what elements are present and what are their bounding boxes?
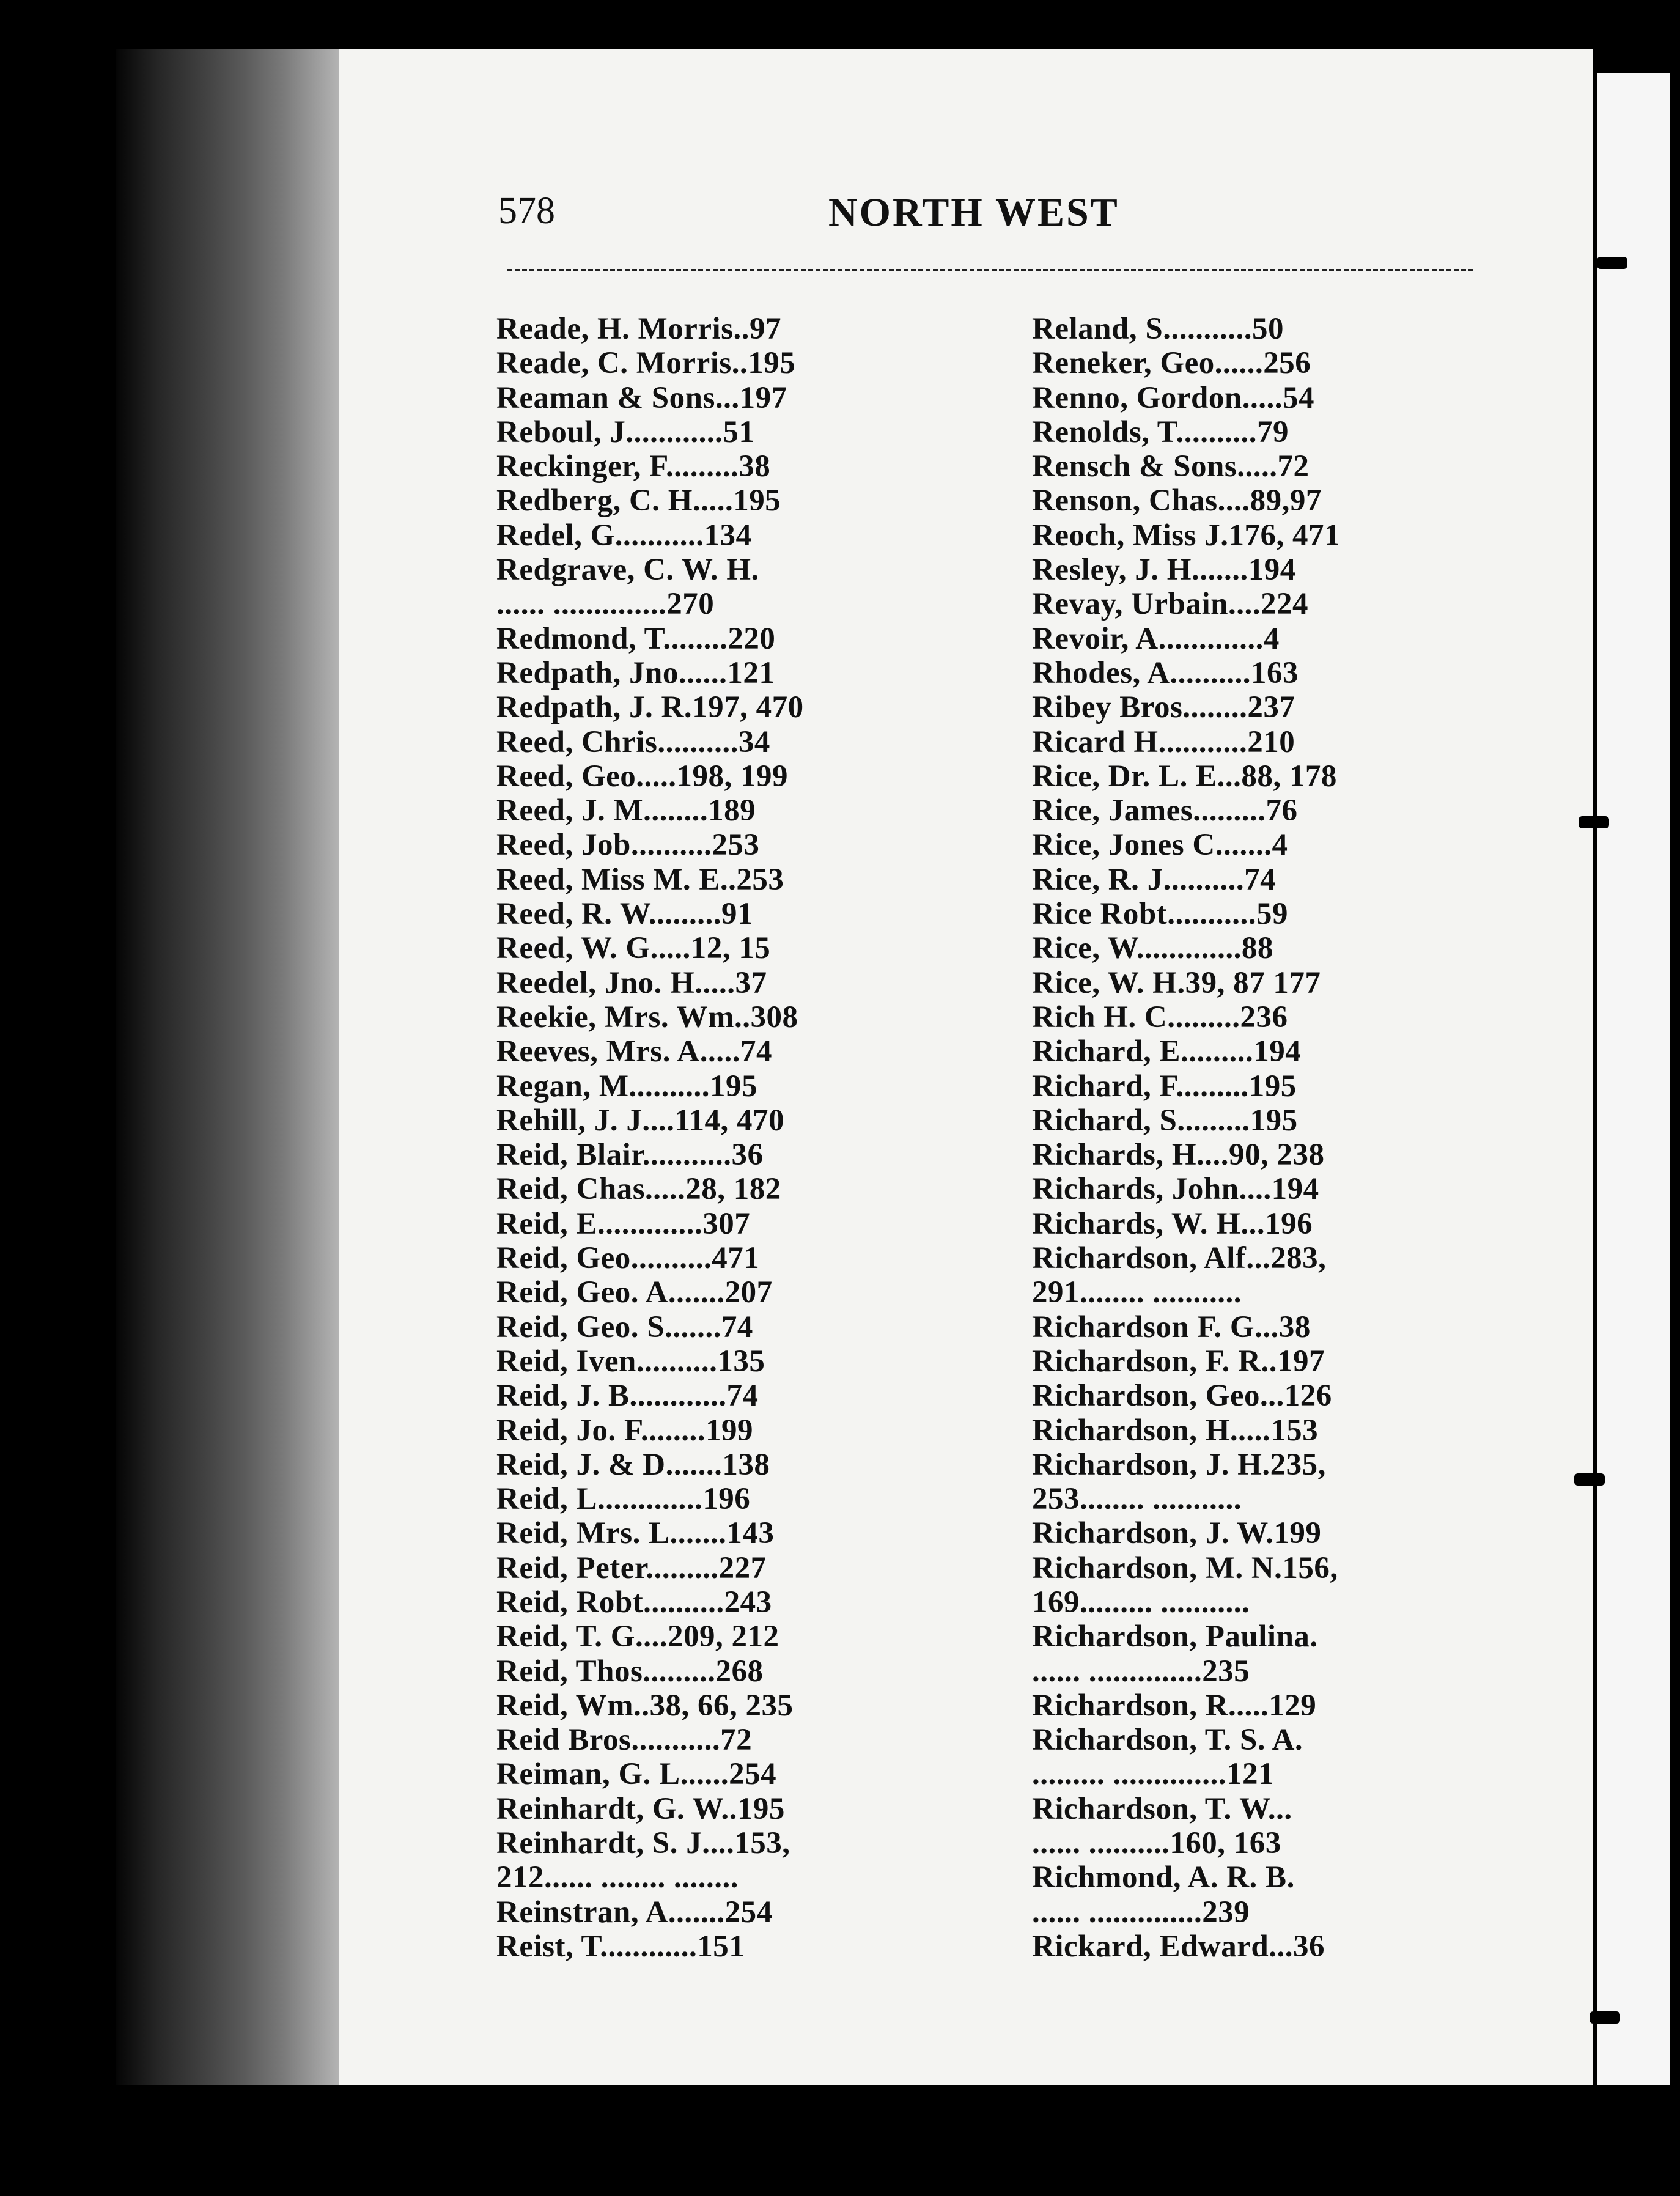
directory-entry: Rensch & Sons.....72 (1032, 449, 1310, 484)
directory-entry: Richard, S.........195 (1032, 1103, 1298, 1138)
directory-entry: Reid, Peter.........227 (496, 1550, 767, 1585)
directory-entry: Reoch, Miss J.176, 471 (1032, 518, 1340, 553)
directory-entry: Reinhardt, S. J....153, (496, 1826, 790, 1861)
directory-entry: Redmond, T........220 (496, 621, 776, 656)
directory-entry: Redel, G...........134 (496, 518, 752, 553)
directory-entry: Reid Bros...........72 (496, 1723, 753, 1758)
directory-entry: Reboul, J............51 (496, 415, 755, 449)
directory-entry: Reed, R. W.........91 (496, 897, 753, 932)
directory-entry: Richards, John....194 (1032, 1172, 1319, 1207)
directory-entry: Reid, J. B............74 (496, 1379, 759, 1413)
running-head: NORTH WEST (828, 190, 1119, 235)
directory-entry: ...... ..............235 (1032, 1654, 1250, 1689)
left-column (496, 312, 961, 1964)
directory-entry: Resley, J. H.......194 (1032, 553, 1296, 588)
directory-entry: Richard, E.........194 (1032, 1034, 1302, 1069)
directory-entry: Reid, Geo. A.......207 (496, 1275, 773, 1310)
directory-entry: Redberg, C. H.....195 (496, 484, 781, 518)
directory-entry: Richardson, T. S. A. (1032, 1723, 1303, 1758)
directory-entry: Reiman, G. L......254 (496, 1757, 777, 1792)
directory-entry: Richards, H....90, 238 (1032, 1138, 1325, 1173)
directory-entry: ...... ..............270 (496, 587, 715, 622)
directory-entry: Reid, Blair...........36 (496, 1138, 764, 1173)
directory-entry: ...... ..........160, 163 (1032, 1826, 1281, 1861)
directory-entry: Reid, Robt..........243 (496, 1585, 772, 1619)
directory-entry: Revay, Urbain....224 (1032, 587, 1309, 622)
book-spine-shadow (116, 49, 348, 2085)
directory-entry: 253........ ........... (1032, 1482, 1242, 1517)
binding-clip (1597, 257, 1627, 269)
page-header (498, 190, 1476, 238)
directory-entry: Reed, Miss M. E..253 (496, 862, 784, 897)
directory-entry: Rice, Jones C.......4 (1032, 828, 1288, 863)
directory-entry: Reaman & Sons...197 (496, 380, 787, 415)
directory-entry: Ricard H...........210 (1032, 724, 1295, 759)
header-rule (507, 269, 1473, 271)
directory-entry: Reid, L.............196 (496, 1482, 751, 1517)
directory-entry: Redgrave, C. W. H. (496, 553, 759, 588)
directory-entry: Reid, Iven..........135 (496, 1344, 765, 1379)
page-number: 578 (498, 190, 555, 232)
facing-page-edge (1597, 73, 1670, 2085)
directory-entry: Reckinger, F.........38 (496, 449, 771, 484)
directory-entry: Reade, H. Morris..97 (496, 312, 782, 346)
directory-entry: Reed, J. M........189 (496, 794, 756, 828)
directory-entry: Reeves, Mrs. A.....74 (496, 1034, 772, 1069)
directory-entry: Reid, Chas.....28, 182 (496, 1172, 781, 1207)
directory-entry: Ribey Bros........237 (1032, 690, 1295, 725)
directory-entry: Reid, Wm..38, 66, 235 (496, 1688, 794, 1723)
directory-entry: Richard, F.........195 (1032, 1069, 1297, 1104)
directory-entry: Reid, Geo. S.......74 (496, 1310, 753, 1344)
directory-entry: Richardson, Geo...126 (1032, 1379, 1332, 1413)
directory-entry: Reed, W. G.....12, 15 (496, 931, 771, 966)
directory-entry: Regan, M..........195 (496, 1069, 757, 1104)
directory-entry: Rice, R. J..........74 (1032, 862, 1277, 897)
directory-entry: Renno, Gordon.....54 (1032, 380, 1314, 415)
directory-entry: 291........ ........... (1032, 1275, 1242, 1310)
directory-entry: Reid, T. G....209, 212 (496, 1619, 779, 1654)
directory-entry: 169......... ........... (1032, 1585, 1250, 1619)
binding-clip (1590, 2011, 1620, 2024)
directory-entry: Richardson, M. N.156, (1032, 1550, 1338, 1585)
directory-entry: Rehill, J. J....114, 470 (496, 1103, 785, 1138)
directory-entry: Richardson, J. H.235, (1032, 1447, 1326, 1482)
binding-clip (1579, 816, 1609, 828)
directory-entry: Renson, Chas....89,97 (1032, 484, 1322, 518)
directory-entry: Redpath, J. R.197, 470 (496, 690, 804, 725)
directory-entry: Richardson, F. R..197 (1032, 1344, 1325, 1379)
directory-entry: Richards, W. H...196 (1032, 1206, 1313, 1241)
directory-entry: Rich H. C.........236 (1032, 1000, 1288, 1034)
right-column (1032, 312, 1497, 1964)
directory-entry: Richardson F. G...38 (1032, 1310, 1311, 1344)
directory-entry: Reist, T............151 (496, 1929, 745, 1964)
directory-entry: Richardson, J. W.199 (1032, 1516, 1322, 1551)
directory-entry: Reed, Chris..........34 (496, 724, 770, 759)
directory-entry: Rhodes, A..........163 (1032, 655, 1299, 690)
directory-entry: Reneker, Geo......256 (1032, 346, 1311, 381)
directory-entry: Rice, W.............88 (1032, 931, 1273, 966)
directory-entry: Renolds, T..........79 (1032, 415, 1289, 449)
directory-entry: Redpath, Jno......121 (496, 655, 775, 690)
directory-entry: ...... ..............239 (1032, 1895, 1250, 1929)
directory-entry: Reedel, Jno. H.....37 (496, 965, 767, 1000)
directory-entry: Reid, Mrs. L.......143 (496, 1516, 775, 1551)
directory-entry: Reekie, Mrs. Wm..308 (496, 1000, 798, 1034)
directory-entry: Rice, W. H.39, 87 177 (1032, 965, 1321, 1000)
directory-entry: Richardson, H.....153 (1032, 1413, 1319, 1448)
directory-entry: Reid, Jo. F........199 (496, 1413, 753, 1448)
directory-entry: Richardson, R.....129 (1032, 1688, 1317, 1723)
directory-entry: Reed, Geo.....198, 199 (496, 759, 789, 794)
directory-entry: Richmond, A. R. B. (1032, 1860, 1295, 1895)
directory-entry: Reid, Thos.........268 (496, 1654, 764, 1689)
directory-entry: ......... ..............121 (1032, 1757, 1274, 1792)
directory-entry: Rice, James.........76 (1032, 794, 1298, 828)
directory-entry: Reed, Job..........253 (496, 828, 760, 863)
directory-entry: Rice, Dr. L. E...88, 178 (1032, 759, 1337, 794)
directory-entry: Richardson, T. W... (1032, 1791, 1292, 1826)
directory-entry: Reid, E.............307 (496, 1206, 751, 1241)
directory-entry: Richardson, Alf...283, (1032, 1241, 1327, 1276)
directory-entry: Reid, Geo..........471 (496, 1241, 760, 1276)
directory-entry: Reinhardt, G. W..195 (496, 1791, 785, 1826)
directory-entry: Revoir, A.............4 (1032, 621, 1280, 656)
binding-clip (1574, 1473, 1605, 1486)
directory-entry: Reade, C. Morris..195 (496, 346, 796, 381)
directory-entry: 212...... ........ ........ (496, 1860, 739, 1895)
directory-entry: Richardson, Paulina. (1032, 1619, 1318, 1654)
directory-entry: Rickard, Edward...36 (1032, 1929, 1325, 1964)
directory-entry: Reland, S...........50 (1032, 312, 1284, 346)
directory-entry: Reid, J. & D.......138 (496, 1447, 770, 1482)
directory-entry: Reinstran, A.......254 (496, 1895, 773, 1929)
directory-entry: Rice Robt...........59 (1032, 897, 1288, 932)
